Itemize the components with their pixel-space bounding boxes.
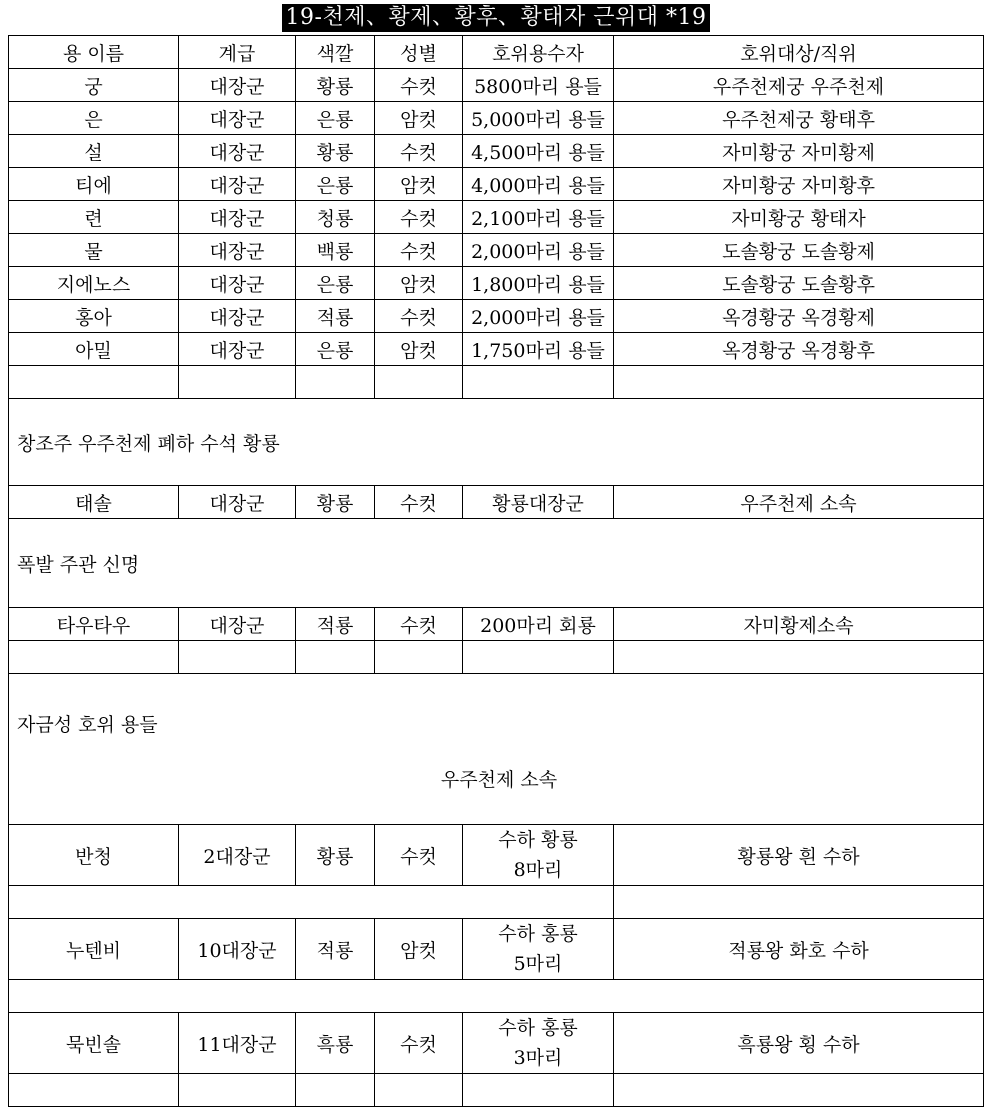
guard-line: 8마리 [513, 859, 563, 881]
cell: 1,800마리 용들 [463, 267, 614, 300]
cell: 200마리 회룡 [463, 608, 614, 641]
cell: 수컷 [375, 201, 463, 234]
table-row [9, 919, 984, 980]
header-cell: 성별 [375, 36, 463, 69]
cell: 2,000마리 용들 [463, 300, 614, 333]
guard-count-cell [463, 825, 614, 886]
cell: 흑룡 [296, 1013, 375, 1074]
cell: 수컷 [375, 300, 463, 333]
cell: 황룡 [296, 486, 375, 519]
cell: 수컷 [375, 1013, 463, 1074]
header-cell: 계급 [179, 36, 296, 69]
empty-row [9, 366, 984, 399]
section-row [9, 674, 984, 825]
cell: 은룡 [296, 168, 375, 201]
cell: 우주천제 소속 [614, 486, 984, 519]
section-title: 창조주 우주천제 폐하 수석 황룡 [9, 399, 984, 486]
cell: 옥경황궁 옥경황제 [614, 300, 984, 333]
cell: 도솔황궁 도솔황제 [614, 234, 984, 267]
header-row [9, 36, 984, 69]
table-row [9, 69, 984, 102]
cell: 설 [9, 135, 179, 168]
cell: 황룡 [296, 69, 375, 102]
cell: 수컷 [375, 234, 463, 267]
cell: 암컷 [375, 168, 463, 201]
section-row [9, 399, 984, 486]
cell: 은룡 [296, 102, 375, 135]
table-row [9, 201, 984, 234]
guard-line: 수하 홍룡 [498, 1017, 578, 1039]
section-block [9, 674, 984, 825]
cell: 도솔황궁 도솔황후 [614, 267, 984, 300]
cell: 옥경황궁 옥경황후 [614, 333, 984, 366]
cell: 태솔 [9, 486, 179, 519]
cell: 자미황제소속 [614, 608, 984, 641]
cell: 적룡 [296, 300, 375, 333]
cell: 적룡 [296, 608, 375, 641]
cell: 련 [9, 201, 179, 234]
guard-count-cell [463, 1013, 614, 1074]
cell: 타우타우 [9, 608, 179, 641]
cell: 은룡 [296, 267, 375, 300]
cell: 수컷 [375, 825, 463, 886]
cell: 수컷 [375, 69, 463, 102]
table-row [9, 102, 984, 135]
cell: 대장군 [179, 168, 296, 201]
cell: 우주천제궁 황태후 [614, 102, 984, 135]
cell: 백룡 [296, 234, 375, 267]
cell: 은룡 [296, 333, 375, 366]
cell: 5,000마리 용들 [463, 102, 614, 135]
cell: 대장군 [179, 267, 296, 300]
guard-table [8, 35, 984, 1107]
section-row [9, 519, 984, 608]
cell: 적룡 [296, 919, 375, 980]
empty-row [9, 980, 984, 1013]
section-subtitle: 우주천제 소속 [440, 769, 558, 791]
cell: 1,750마리 용들 [463, 333, 614, 366]
cell: 10대장군 [179, 919, 296, 980]
table-row [9, 825, 984, 886]
cell: 수컷 [375, 135, 463, 168]
cell: 황룡대장군 [463, 486, 614, 519]
title-bar [0, 4, 992, 32]
cell: 4,000마리 용들 [463, 168, 614, 201]
cell: 수컷 [375, 608, 463, 641]
cell: 지에노스 [9, 267, 179, 300]
table-row [9, 486, 984, 519]
header-cell: 용 이름 [9, 36, 179, 69]
cell: 반청 [9, 825, 179, 886]
cell: 수컷 [375, 486, 463, 519]
document-title: 19-천제、황제、황후、황태자 근위대 *19 [282, 4, 711, 32]
empty-row [9, 641, 984, 674]
cell: 티에 [9, 168, 179, 201]
cell: 흑룡왕 횡 수하 [614, 1013, 984, 1074]
cell: 적룡왕 화호 수하 [614, 919, 984, 980]
empty-row [9, 886, 984, 919]
cell: 은 [9, 102, 179, 135]
cell: 2,100마리 용들 [463, 201, 614, 234]
cell: 황룡왕 흰 수하 [614, 825, 984, 886]
cell: 대장군 [179, 69, 296, 102]
cell: 아밀 [9, 333, 179, 366]
table-row [9, 300, 984, 333]
cell: 대장군 [179, 486, 296, 519]
cell: 5800마리 용들 [463, 69, 614, 102]
cell: 암컷 [375, 919, 463, 980]
cell: 물 [9, 234, 179, 267]
header-cell: 색깔 [296, 36, 375, 69]
header-cell: 호위용수자 [463, 36, 614, 69]
guard-count-cell [463, 919, 614, 980]
cell: 대장군 [179, 201, 296, 234]
section-title: 폭발 주관 신명 [9, 519, 984, 608]
cell: 대장군 [179, 608, 296, 641]
table-row [9, 135, 984, 168]
cell: 2대장군 [179, 825, 296, 886]
header-cell: 호위대상/직위 [614, 36, 984, 69]
table-row [9, 234, 984, 267]
cell: 자미황궁 자미황제 [614, 135, 984, 168]
cell: 대장군 [179, 102, 296, 135]
section-title: 자금성 호위 용들 [17, 714, 158, 736]
cell: 청룡 [296, 201, 375, 234]
cell: 궁 [9, 69, 179, 102]
cell: 자미황궁 자미황후 [614, 168, 984, 201]
table-row [9, 267, 984, 300]
cell: 홍아 [9, 300, 179, 333]
cell: 대장군 [179, 135, 296, 168]
cell: 대장군 [179, 333, 296, 366]
table-row [9, 333, 984, 366]
cell: 황룡 [296, 825, 375, 886]
cell: 대장군 [179, 300, 296, 333]
cell: 암컷 [375, 102, 463, 135]
guard-line: 3마리 [513, 1047, 563, 1069]
cell: 암컷 [375, 267, 463, 300]
guard-line: 5마리 [513, 953, 563, 975]
cell: 2,000마리 용들 [463, 234, 614, 267]
guard-line: 수하 황룡 [498, 829, 578, 851]
cell: 암컷 [375, 333, 463, 366]
cell: 누텐비 [9, 919, 179, 980]
cell: 대장군 [179, 234, 296, 267]
cell: 묵빈솔 [9, 1013, 179, 1074]
guard-line: 수하 홍룡 [498, 923, 578, 945]
cell: 4,500마리 용들 [463, 135, 614, 168]
table-row [9, 1013, 984, 1074]
cell: 자미황궁 황태자 [614, 201, 984, 234]
empty-row [9, 1074, 984, 1107]
table-row [9, 168, 984, 201]
cell: 11대장군 [179, 1013, 296, 1074]
table-row [9, 608, 984, 641]
cell: 우주천제궁 우주천제 [614, 69, 984, 102]
cell: 황룡 [296, 135, 375, 168]
